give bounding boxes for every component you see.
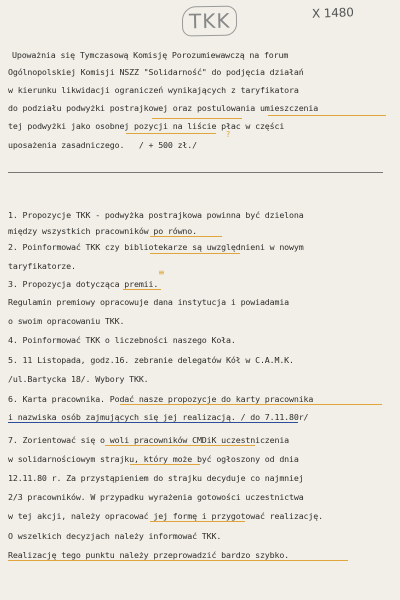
list-item: 2. Poinformować TKK czy bibliotekarze są uwzględnieni w nowym — [8, 242, 304, 252]
list-item: 12.11.80 r. Za przystąpieniem do strajku decyduje co najmniej — [8, 473, 304, 483]
underline-mark — [130, 464, 200, 465]
list-item: 7. Zorientować się o woli pracowników CMDiK uczestniczenia — [8, 435, 290, 445]
underline-mark — [105, 445, 255, 446]
section-divider — [8, 172, 383, 173]
list-item: 4. Poinformować TKK o liczebności naszego Koła. — [8, 335, 236, 345]
underline-mark — [120, 404, 382, 405]
list-item: o swoim opracowaniu TKK. — [8, 316, 125, 326]
list-item: między wszystkich pracowników po równo. — [8, 226, 197, 236]
handwritten-title: TKK — [182, 6, 238, 37]
underline-mark — [152, 118, 242, 119]
list-item: 6. Karta pracownika. Podać nasze propozycje do karty pracownika — [8, 394, 314, 404]
question-mark-annotation: ? — [226, 130, 231, 139]
list-item: 5. 11 Listopada, godz.16. zebranie delegatów Kół w C.A.M.K. — [8, 355, 294, 365]
intro-line: w kierunku likwidacji ograniczeń wynikających z taryfikatora — [8, 85, 299, 95]
list-item: O wszelkich decyzjach należy informować TKK. — [8, 531, 222, 541]
underline-mark — [123, 289, 161, 290]
underline-mark — [8, 560, 348, 561]
underline-mark — [150, 236, 222, 237]
list-item: taryfikatorze. — [8, 261, 76, 271]
list-item: 1. Propozycje TKK - podwyżka postrajkowa powinna być dzielona — [8, 210, 304, 220]
intro-line: do podziału podwyżki postrajkowej oraz postulowania umieszczenia — [8, 103, 319, 113]
emphasis-mark: ≡ — [158, 268, 165, 277]
underline-mark — [150, 521, 245, 522]
underline-mark — [268, 115, 386, 116]
underline-mark — [126, 133, 216, 134]
intro-line: uposażenia zasadniczego. / + 500 zł./ — [8, 140, 197, 150]
intro-line: tej podwyżki jako osobnej pozycji na liście płac w części — [8, 121, 285, 131]
intro-line: Upoważnia się Tymczasową Komisję Porozumiewawczą na forum — [12, 50, 289, 60]
handwritten-document-number: X 1480 — [311, 5, 354, 21]
intro-line: Ogólnopolskiej Komisji NSZZ "Solidarność" do podjęcia działań — [8, 67, 304, 77]
list-item: w tej akcji, należy opracować jej formę i przygotować realizację. — [8, 511, 323, 521]
list-item: Realizację tego punktu należy przeprowadzić bardzo szybko. — [8, 550, 290, 560]
list-item: 2/3 pracowników. W przypadku wyrażenia gotowości uczestnictwa — [8, 492, 304, 502]
underline-mark — [150, 253, 240, 254]
list-item: i nazwiska osób zajmujących się jej realizacją. / do 7.11.80r/ — [8, 412, 309, 422]
list-item: w solidarnościowym strajku, który może być ogłoszony od dnia — [8, 454, 299, 464]
underline-mark — [8, 422, 298, 423]
list-item: 3. Propozycja dotycząca premii. — [8, 279, 159, 289]
list-item: /ul.Bartycka 18/. Wybory TKK. — [8, 374, 149, 384]
list-item: Regulamin premiowy opracowuje dana instytucja i powiadamia — [8, 297, 290, 307]
